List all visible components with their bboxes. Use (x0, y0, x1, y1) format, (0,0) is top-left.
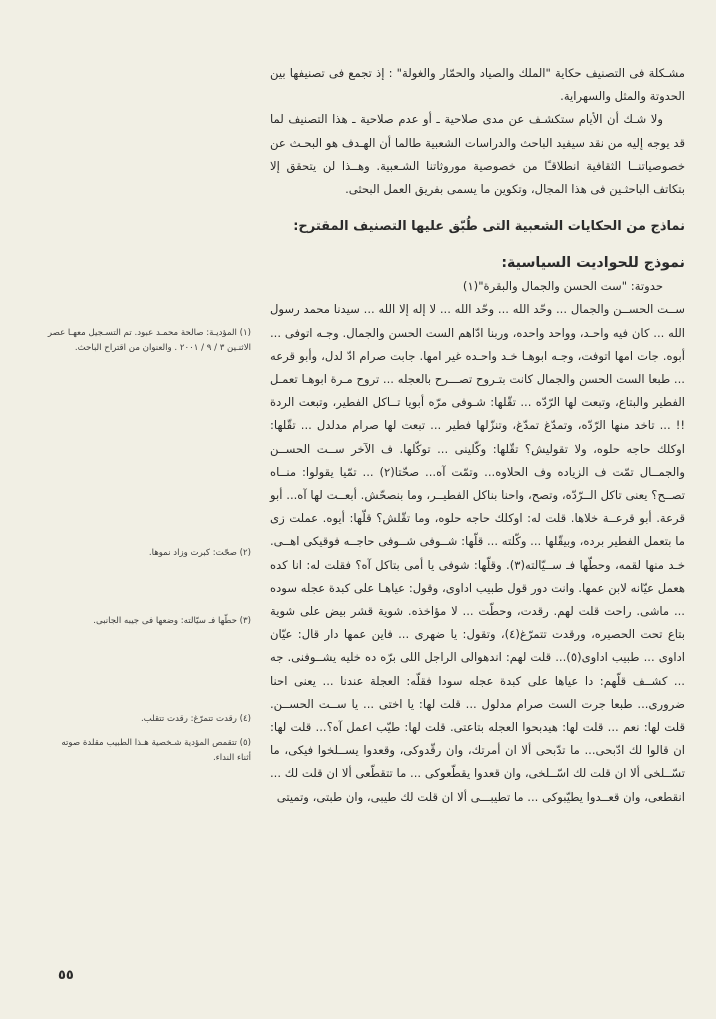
section-heading-political: نموذج للحواديت السياسية: (501, 255, 685, 272)
story-body: ســت الحســن والجمال ... وحّد الله ... وحّد الله ... لا إله إلا الله ... سيدنا محمد رسول الله ... كان فيه واحـد، وواحد واحده، وربنا ادّاهم الست الحسن والجمال. وجـه اتوفى ... أبوه. جات امها اتوفت، وجـه ابوهـا خـد واحـده غير امها. جابت صرام ادّ لدل، وأبو قرعه ... طبعا الست الحسن والجمال كانت بتـروح تصـــرح بالعجله ... تروح مـرة ابوهـا تعمـل الفطير والبتاع، وتبعت لها الرّدّه ... تقّلها: شـوفى مرّه أبويا تــاكل الفطير، وتبعت الردة !! ... تاخد منها الرّدّه، وتمدّغ تمدّغ، وتنزّلها فطير ... تبعت لها صرام مدلدل ... تقّلها: اوكلك حاجه حلوه، ولا تقوليش؟ تقّلها: وكّلينى ... توكّلها. ف الآخر ســت الحســن والجمــال تمّت ف الزياده وف الحلاوه... وتمّت آه... صحّتا(٢) ... تمّيا يقولوا: منــاه تصــح؟ يعنى تاكل الــرّدّه، وتصح، واحنا بناكل الفطيــر، وما بنصحّش. أبعــت لها آه... أبو قرعة. أبو قرعــة خلاها. قلت له: اوكلك حاجه حلوه، وما تقّلش؟ قلّها: أيوه. عملت زى ما بتعمل الفطير برده، وبيقّلها ... وكّلته ... قلّها: شــوفى شــوفى حاجــه فوقيكى اهــى. خـد منها لقمه، وحطّها فـ ســيّالته(٣). وقلّها: شوفى يا أمى بتاكل آه؟ فقلت له: انا كده هعمل عيّانه لابن عمها. وانت دور قول طبيب اداوى، وقول: عياهـا على كبدة عجله سوده ... ماشى. راحت قلت لهم. رقدت، وحطّت ... لا مؤاخذه. شوية قشر بيض على شوية بتاع تحت الحصيره، ورقدت تتمرّغ(٤)، وتقول: يا ضهرى ... فاين عمها دار قال: عيّان اداوى ... طبيب اداوى(٥)... قلت لهم: اندهوالى الراجل اللى برّه ده خليه يشــوفنى. جه ... كشــف قلّهم: دا عياها على كبدة عجله سودا فقلّه: العجلة عندنا ... يعنى احنا ضرورى... طبعا جرت الست صرام مدلول ... قلت لها: يا اختى ... يا ســت الحســن. قلت لها: نعم ... قلت لها: هيدبحوا العجله بتاعتى. قلت لها: طيّب اعمل آه؟... قلت لها: ان قالوا لك ادّبحى... ما تدّبحى ألا ان أمرتك، وان رقّدوكى، وقعدوا يســلخوا فيكى، ما تسّــلخى ألا ان قلت لك اسّــلخى، وان قعدوا يقطّعوكى ... ما تتقطّعى ألا ان قلت لك ... انقطعى، وان قعــدوا يطيّبوكى ... ما تطيبـــى ألا ان قلت لك طيبى، وان طبتى، وتميتى (270, 302, 685, 804)
page-number: ٥٥ (58, 968, 74, 983)
main-text-column (270, 62, 685, 809)
footnote-5: (٥) تتقمص المؤدية شـخصية هـذا الطبيب مقلدة صوته أثناء النداء. (61, 738, 251, 763)
section-heading-models: نماذج من الحكايات الشعبية التى طُبّق عليها التصنيف المقترح: (293, 219, 685, 235)
intro-paragraph-1: مشـكلة فى التصنيف حكاية "الملك والصياد والحمّار والغولة" : إذ تجمع فى تصنيفها بين الحدوتة والمثل والسهراية. (270, 66, 685, 104)
footnote-1: (١) المؤديـة: صالحة محمـد عبود. تم التسـجيل معهـا عصر الاثنـين ٣ / ٩ / ٢٠٠١ . والعنوان من اقتراح الباحث. (47, 328, 251, 353)
footnote-2: (٢) صحّت: كبرت وزاد نموها. (148, 548, 251, 558)
intro-paragraph-2: ولا شـك أن الأيام ستكشـف عن مدى صلاحية ـ أو عدم صلاحية ـ هذا التصنيف لما قد يوجه إليه من نقد سيفيد الباحث والدراسات الشعبية طالما أن الهـدف هو البحـث عن خصوصياتنــا الثقافية انطلاقـًا من خصوصية موروثاتنا الشـعبية. وهــذا لن يتحقق إلا بتكاتف الباحثـين فى هذا المجال، وتكوين ما يسمى بفريق العمل البحثى. (270, 112, 685, 197)
footnote-4: (٤) رقدت تتمرّغ: رقدت تتقلب. (140, 714, 251, 724)
footnote-3: (٣) حطّها فـ سيّالته: وضعها فى جيبه الجانبى. (93, 616, 251, 626)
story-title: حدوتة: "ست الحسن والجمال والبقرة"(١) (462, 279, 663, 294)
